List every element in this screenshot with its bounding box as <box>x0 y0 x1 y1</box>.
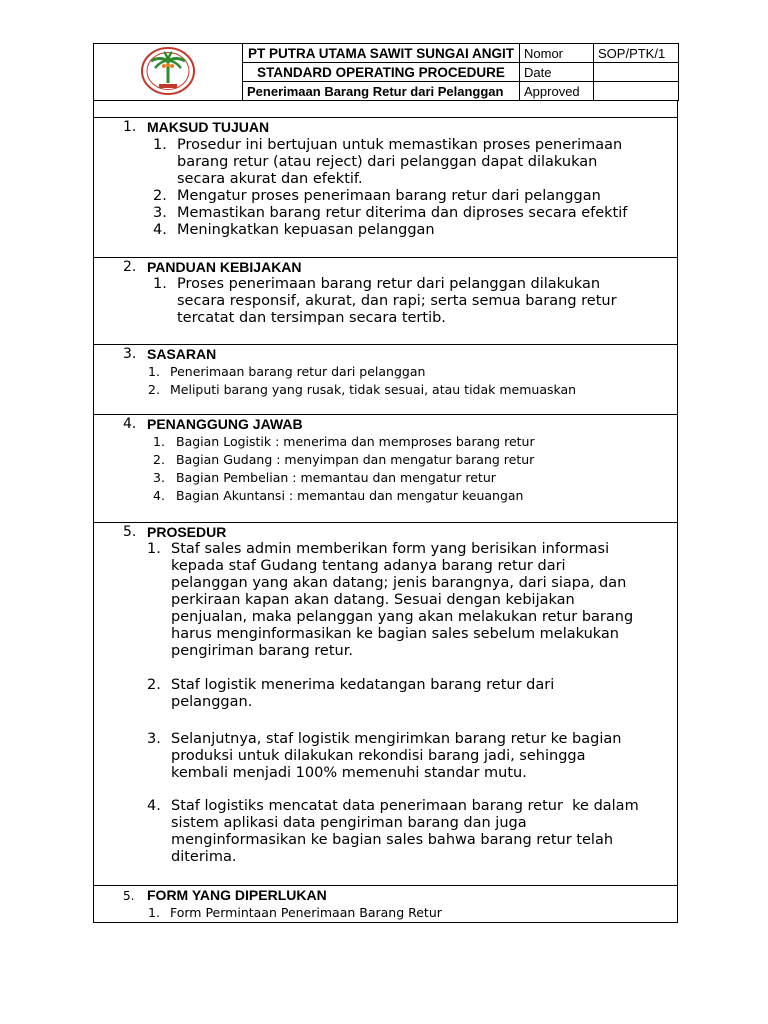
section-form-yang-diperlukan: 5. FORM YANG DIPERLUKAN 1. Form Permintaan Penerimaan Barang Retur <box>93 886 678 923</box>
nomor-value: SOP/PTK/1 <box>594 44 679 63</box>
date-value <box>594 63 679 82</box>
document-title: Penerimaan Barang Retur dari Pelanggan <box>243 82 520 101</box>
palm-tree-seal-icon <box>140 46 196 96</box>
section-number: 5. <box>123 524 137 540</box>
section-title: FORM YANG DIPERLUKAN <box>147 887 327 903</box>
section-number: 5. <box>123 889 135 903</box>
section-title: PANDUAN KEBIJAKAN <box>147 259 302 275</box>
section-title: PENANGGUNG JAWAB <box>147 416 303 432</box>
company-logo-cell <box>94 44 243 101</box>
approved-label: Approved <box>520 82 594 101</box>
approved-value <box>594 82 679 101</box>
section-title: SASARAN <box>147 346 217 362</box>
section-number: 4. <box>123 416 137 432</box>
header-table <box>93 43 679 101</box>
sop-document <box>93 43 678 923</box>
header-spacer <box>93 101 678 118</box>
nomor-label: Nomor <box>520 44 594 63</box>
date-label: Date <box>520 63 594 82</box>
section-prosedur: 5. PROSEDUR 1. Staf sales admin memberikan form yang berisikan informasi kepada staf Gudang tentang adanya barang retur dari pelanggan yang akan datang; jenis barangnya, dari siapa, dan perkiraan kapan akan datang. Sesuai dengan kebijakan penjualan, maka pelanggan yang akan melakukan retur barang harus menginformasikan ke bagian sales sebelum melakukan pengiriman barang retur. 2. Staf logistik menerima kedatangan barang retur dari pelanggan. 3. Selanjutnya, staf logistik mengirimkan barang retur ke bagian produksi untuk dilakukan rekondisi barang jadi, sehingga kembali menjadi 100% memenuhi standar mutu. 4. Staf logistiks mencatat data penerimaan barang retur ke dalam sistem aplikasi data pengiriman barang dan juga menginformasikan ke bagian sales bahwa barang retur telah diterima. <box>93 523 678 886</box>
section-number: 2. <box>123 259 137 275</box>
section-panduan-kebijakan: 2. PANDUAN KEBIJAKAN 1. Proses penerimaan barang retur dari pelanggan dilakukan secara responsif, akurat, dan rapi; serta semua barang retur tercatat dan tersimpan secara tertib. <box>93 258 678 345</box>
section-number: 1. <box>123 119 137 135</box>
section-title: MAKSUD TUJUAN <box>147 119 270 135</box>
section-sasaran: 3. SASARAN 1. Penerimaan barang retur dari pelanggan 2. Meliputi barang yang rusak, tidak sesuai, atau tidak memuaskan <box>93 345 678 415</box>
company-name: PT PUTRA UTAMA SAWIT SUNGAI ANGIT <box>243 44 520 63</box>
section-penanggung-jawab: 4. PENANGGUNG JAWAB 1. Bagian Logistik : menerima dan memproses barang retur 2. Bagian Gudang : menyimpan dan mengatur barang retur 3. Bagian Pembelian : memantau dan mengatur retur 4. Bagian Akuntansi : memantau dan mengatur keuangan <box>93 415 678 523</box>
section-title: PROSEDUR <box>147 524 227 540</box>
section-number: 3. <box>123 346 137 362</box>
document-type: STANDARD OPERATING PROCEDURE <box>243 63 520 82</box>
section-maksud-tujuan: 1. MAKSUD TUJUAN 1. Prosedur ini bertujuan untuk memastikan proses penerimaan barang retur (atau reject) dari pelanggan dapat dilakukan secara akurat dan efektif. 2. Mengatur proses penerimaan barang retur dari pelanggan 3. Memastikan barang retur diterima dan diproses secara efektif 4. Meningkatkan kepuasan pelanggan <box>93 118 678 258</box>
